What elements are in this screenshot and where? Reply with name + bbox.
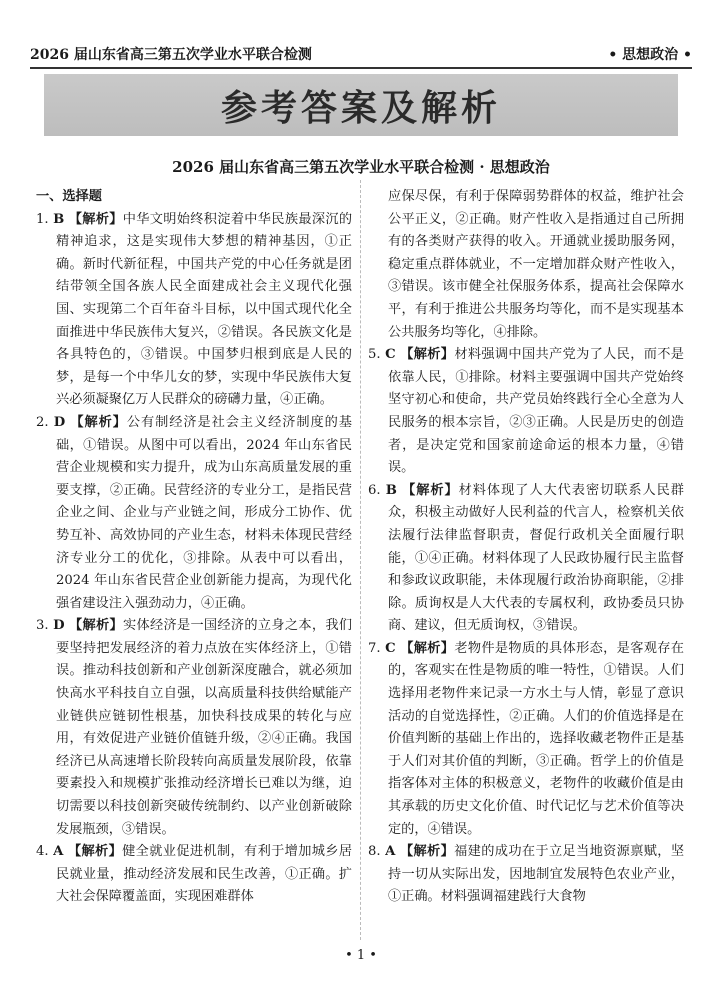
answer-item: [36, 841, 352, 909]
answer-item: [36, 412, 352, 615]
item-answer: C: [385, 347, 396, 363]
item-number: 4.: [36, 844, 49, 860]
header-exam-title: 2026 届山东省高三第五次学业水平联合检测: [30, 47, 312, 63]
page-header: [30, 38, 692, 69]
item-tag: 【解析】: [70, 414, 127, 430]
item-number: 8.: [368, 844, 381, 860]
title-banner: [44, 74, 678, 136]
item-answer: B: [53, 211, 65, 227]
page-number: • 1 •: [345, 948, 377, 963]
item-explanation: 材料强调中国共产党为了人民，而不是依靠人民，①排除。材料主要强调中国共产党始终坚守初心和使命，共产党员始终践行全心全意为人民服务的根本宗旨，②③正确。人民是历史的创造者，是决定党和国家前途命运的根本力量，④错误。: [388, 347, 684, 476]
item-explanation: 材料体现了人大代表密切联系人民群众，积极主动做好人民利益的代言人，检察机关依法履行法律监督职责，督促行政机关全面履行职能，①④正确。材料体现了人民政协履行民主监督和参政议政职能，未体现履行政治协商职能，②排除。质询权是人大代表的专属权利，政协委员只协商、建议，但无质询权，③错误。: [388, 482, 684, 634]
item-answer: A: [53, 844, 64, 860]
item-number: 6.: [368, 482, 381, 498]
item-explanation: 健全就业促进机制，有利于增加城乡居民就业量，推动经济发展和民生改善，①正确。扩大社会保障覆盖面，实现困难群体: [56, 844, 353, 905]
answer-item: [368, 344, 684, 480]
item-number: 7.: [368, 640, 381, 656]
item-tag: 【解析】: [69, 618, 123, 634]
item-explanation: 福建的成功在于立足当地资源禀赋，坚持一切从实际出发，因地制宜发展特色农业产业，①正确。材料强调福建践行大食物: [388, 844, 685, 905]
item-answer: B: [385, 482, 397, 498]
item-tag: 【解析】: [400, 640, 455, 656]
answer-item: [36, 209, 352, 412]
item-answer: C: [385, 640, 396, 656]
item-tag: 【解析】: [400, 347, 455, 363]
item-number: 5.: [368, 347, 381, 363]
item-explanation: 老物件是物质的具体形态，是客观存在的，客观实在性是物质的唯一特性，①错误。人们选择用老物件来记录一方水土与人情，彰显了意识活动的自觉选择性，②正确。人们的价值选择是在价值判断的基础上作出的，选择收藏老物件正是基于人们对其价值的判断，③正确。哲学上的价值是指客体对主体的积极意义，老物件的收藏价值是由其承载的历史文化价值、时代记忆与艺术价值等决定的，④错误。: [388, 640, 684, 837]
item-explanation: 实体经济是一国经济的立身之本，我们要坚持把发展经济的着力点放在实体经济上，①错误。推动科技创新和产业创新深度融合，就必须加快高水平科技自立自强，以高质量科技供给赋能产业链供应链韧性根基，加快科技成果的转化与应用，有效促进产业链价值链升级，②④正确。我国经济已从高速增长阶段转向高质量发展阶段，依靠要素投入和规模扩张推动经济增长已难以为继，迫切需要以科技创新突破传统制约、以产业创新破除发展瓶颈，③错误。: [56, 618, 353, 837]
answer-item: [368, 638, 684, 841]
item-number: 2.: [36, 414, 49, 430]
answer-item-continued: [368, 186, 684, 344]
answer-item: [36, 615, 352, 841]
item-answer: D: [53, 618, 65, 634]
item-tag: 【解析】: [68, 211, 123, 227]
item-answer: D: [53, 414, 66, 430]
item-explanation: 公有制经济是社会主义经济制度的基础，①错误。从图中可以看出，2024 年山东省民营企业规模和实力提升，成为山东高质量发展的重要支撑，②正确。民营经济的专业分工，是指民营企业之间、企业与产业链之间，形成分工协作、优势互补、高效协同的产业生态，材料未体现民营经济专业分工的优化，③排除。从表中可以看出，2024 年山东省民营企业创新能力提高，为现代化强省建设注入强劲动力，④正确。: [56, 414, 352, 611]
item-number: 1.: [36, 211, 49, 227]
item-answer: A: [385, 844, 396, 860]
item-tag: 【解析】: [402, 482, 459, 498]
right-column: [368, 186, 684, 909]
answer-item: [368, 480, 684, 638]
header-subject: • 思想政治 •: [608, 47, 692, 63]
answer-item: [368, 841, 684, 909]
section-title: 一、选择题: [36, 189, 102, 204]
banner-title: 参考答案及解析: [220, 87, 501, 129]
item-explanation: 应保尽保，有利于保障弱势群体的权益，维护社会公平正义，②正确。财产性收入是指通过自己所拥有的各类财产获得的收入。开通就业援助服务网，稳定重点群体就业，不一定增加群众财产性收入，③错误。该市健全社保服务体系，提高社会保障水平，有利于推进公共服务均等化，而不是实现基本公共服务均等化，④排除。: [388, 189, 684, 340]
item-number: 3.: [36, 618, 49, 634]
column-divider: [360, 180, 361, 940]
document-subtitle: 2026 届山东省高三第五次学业水平联合检测 · 思想政治: [172, 158, 550, 176]
item-explanation: 中华文明始终积淀着中华民族最深沉的精神追求，这是实现伟大梦想的精神基因，①正确。新时代新征程，中国共产党的中心任务就是团结带领全国各族人民全面建成社会主义现代化强国、实现第二个百年奋斗目标，以中国式现代化全面推进中华民族伟大复兴，②错误。各民族文化是各具特色的，③错误。中国梦归根到底是人民的梦，是每一个中华儿女的梦，实现中华民族伟大复兴必须凝聚亿万人民群众的磅礴力量，④正确。: [56, 211, 353, 408]
item-tag: 【解析】: [67, 844, 123, 860]
left-column: [36, 186, 352, 909]
item-tag: 【解析】: [399, 844, 455, 860]
